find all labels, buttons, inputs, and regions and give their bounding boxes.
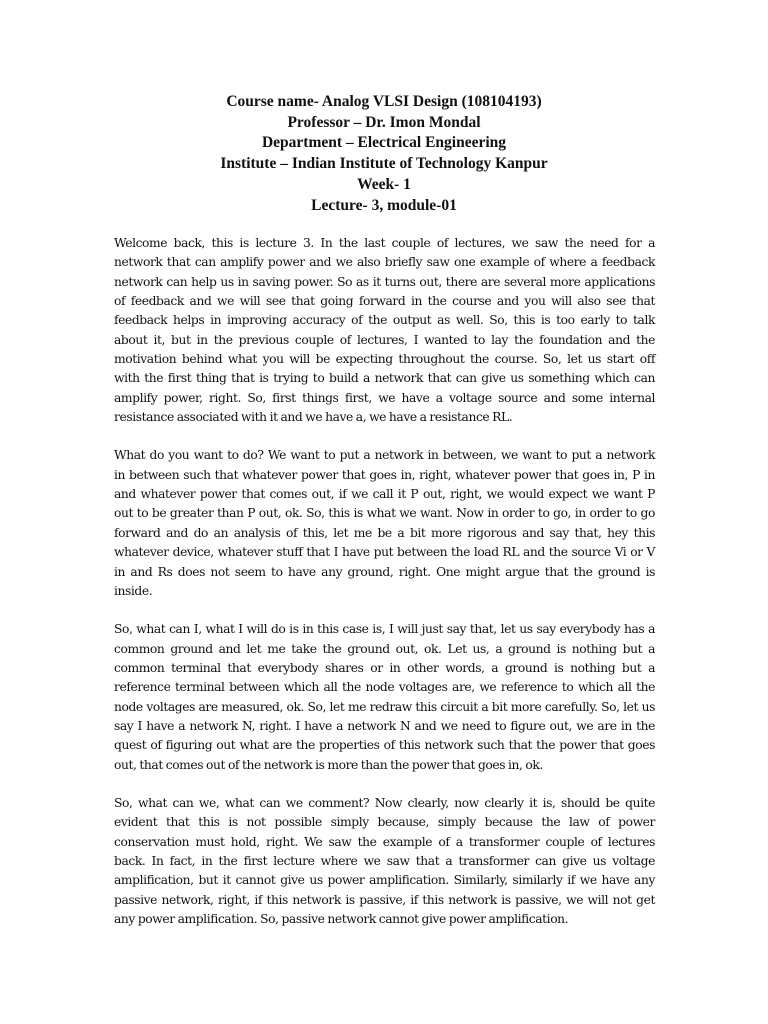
text-line: of feedback and we will see that going forward in the course and you will also see that [114, 294, 655, 309]
text-line: common terminal that everybody shares or in other words, a ground is nothing but a [114, 660, 655, 675]
text-line: evident that this is not possible simply because, simply because the law of power [114, 815, 655, 830]
text-line: passive network, right, if this network is passive, if this network is passive, we will not get [114, 892, 655, 907]
text-line: So, what can I, what I will do is in this case is, I will just say that, let us say everybody has a [114, 622, 655, 637]
lecture-header [0, 92, 768, 216]
text-line: in and Rs does not seem to have any ground, right. One might argue that the ground is [114, 564, 655, 579]
text-line: any power amplification. So, passive network cannot give power amplification. [114, 912, 569, 926]
department-line: Department – Electrical Engineering [261, 134, 507, 152]
text-line: node voltages are measured, ok. So, let me redraw this circuit a bit more carefully. So, let us [114, 699, 655, 714]
text-line: resistance associated with it and we have a, we have a resistance RL. [114, 410, 513, 425]
text-line: conservation must hold, right. We saw the example of a transformer couple of lectures [114, 834, 655, 849]
course-name-line: Course name- Analog VLSI Design (108104193) [226, 93, 542, 110]
text-line: network that can amplify power and we also briefly saw one example of where a feedback [114, 255, 655, 270]
text-line: say I have a network N, right. I have a network N and we need to figure out, we are in the [114, 718, 655, 733]
text-line: forward and do an analysis of this, let me be a bit more rigorous and say that, hey this [114, 525, 655, 540]
paragraph-3 [114, 620, 655, 775]
text-line: inside. [114, 583, 153, 598]
text-line: in between such that whatever power that goes in, right, whatever power that goes in, P in [114, 467, 655, 482]
text-line: amplification, but it cannot give us power amplification. Similarly, similarly if we have any [114, 873, 655, 888]
text-line: about it, but in the previous couple of lectures, I wanted to lay the foundation and the [114, 332, 655, 347]
text-line: out, that comes out of the network is more than the power that goes in, ok. [114, 757, 543, 772]
paragraph-4 [114, 794, 655, 929]
text-line: amplify power, right. So, first things first, we have a voltage source and some internal [114, 390, 655, 405]
text-line: whatever device, whatever stuff that I have put between the load RL and the source Vi or V [114, 545, 655, 560]
paragraph-1 [114, 234, 655, 427]
text-line: Welcome back, this is lecture 3. In the last couple of lectures, we saw the need for a [114, 236, 655, 250]
text-line: out to be greater than P out, ok. So, this is what we want. Now in order to go, in order to go [114, 506, 655, 521]
text-line: with the first thing that is trying to build a network that can give us something which can [114, 371, 655, 386]
text-line: quest of figuring out what are the properties of this network such that the power that goes [114, 738, 655, 753]
text-line: network can help us in saving power. So as it turns out, there are several more applications [114, 274, 655, 289]
paragraph-2 [114, 446, 655, 601]
text-line: and whatever power that comes out, if we call it P out, right, we would expect we want P [114, 487, 655, 502]
text-line: back. In fact, in the first lecture where we saw that a transformer can give us voltage [114, 853, 655, 868]
professor-line: Professor – Dr. Imon Mondal [287, 113, 481, 131]
text-line: feedback helps in improving accuracy of the output as well. So, this is too early to talk [114, 313, 655, 328]
text-line: common ground and let me take the ground out, ok. Let us, a ground is nothing but a [114, 641, 655, 656]
text-line: So, what can we, what can we comment? Now clearly, now clearly it is, should be quite [114, 795, 655, 810]
text-line: What do you want to do? We want to put a network in between, we want to put a network [114, 448, 655, 463]
institute-line: Institute – Indian Institute of Technology Kanpur [220, 155, 548, 173]
week-line: Week- 1 [357, 175, 411, 193]
text-line: motivation behind what you will be expecting throughout the course. So, let us start off [114, 352, 655, 367]
lecture-line: Lecture- 3, module-01 [311, 196, 457, 214]
transcript-body [114, 234, 655, 948]
text-line: reference terminal between which all the node voltages are, we reference to which all the [114, 680, 655, 695]
